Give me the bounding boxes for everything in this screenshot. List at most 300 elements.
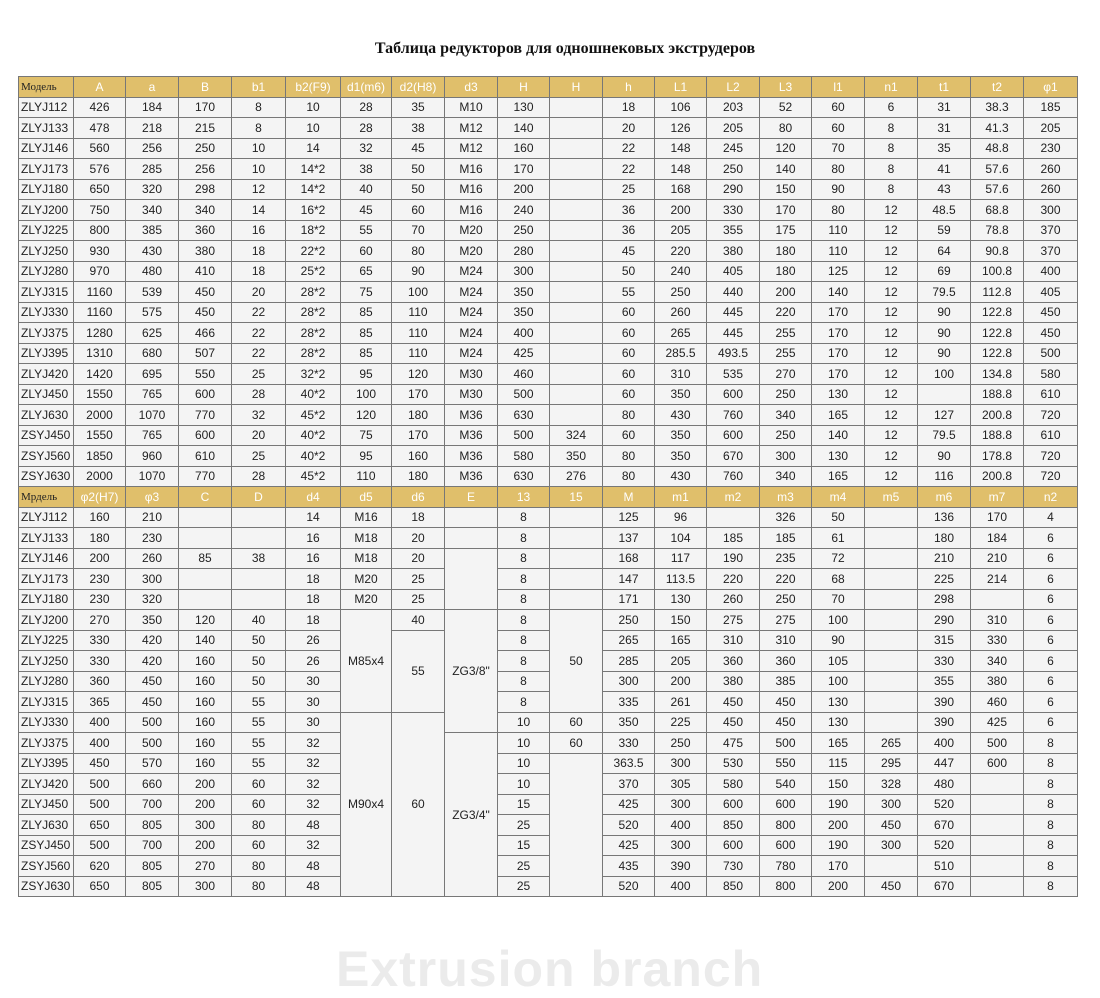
table-row	[19, 630, 1078, 651]
table-cell: 720	[1024, 405, 1078, 426]
table-cell: 90	[812, 179, 865, 200]
table-cell: 55	[603, 282, 655, 303]
table-cell: 400	[655, 815, 707, 836]
table-cell: 170	[812, 856, 865, 877]
model-cell: ZLYJ630	[19, 815, 74, 836]
table-cell: 110	[812, 220, 865, 241]
table-cell: 770	[179, 466, 232, 487]
table-cell: 12	[865, 282, 918, 303]
table-cell: 170	[971, 507, 1024, 528]
table-cell: 79.5	[918, 282, 971, 303]
table-cell: 175	[760, 220, 812, 241]
table-cell: 570	[126, 753, 179, 774]
table-cell: 300	[865, 794, 918, 815]
table-cell: 700	[126, 835, 179, 856]
table-cell: 275	[707, 610, 760, 631]
table-row	[19, 241, 1078, 262]
table-cell: 45*2	[286, 405, 341, 426]
column-header: D	[232, 487, 286, 508]
table-cell: 105	[812, 651, 865, 672]
reducer-table-details	[18, 486, 1078, 897]
table-cell: 1070	[126, 405, 179, 426]
empty-slash-cell	[550, 569, 603, 590]
table-cell: 400	[74, 733, 126, 754]
table-cell: 255	[760, 323, 812, 344]
column-header: m2	[707, 487, 760, 508]
table-cell: 8	[1024, 835, 1078, 856]
table-cell: 64	[918, 241, 971, 262]
table-cell: M16	[341, 507, 392, 528]
table-cell: 445	[707, 323, 760, 344]
table-cell: 355	[918, 671, 971, 692]
table-cell: 350	[498, 282, 550, 303]
table-cell: 200	[179, 774, 232, 795]
table-cell	[550, 753, 603, 897]
empty-slash-cell	[971, 774, 1024, 795]
table-cell: 405	[707, 261, 760, 282]
model-cell: ZLYJ450	[19, 384, 74, 405]
table-cell: 165	[812, 405, 865, 426]
model-cell: ZLYJ180	[19, 179, 74, 200]
table-cell: 460	[498, 364, 550, 385]
model-cell: ZLYJ225	[19, 220, 74, 241]
table-row	[19, 774, 1078, 795]
table-cell: 430	[126, 241, 179, 262]
table-cell: 55	[392, 630, 445, 712]
model-cell: ZLYJ173	[19, 159, 74, 180]
table-cell: 60	[812, 97, 865, 118]
table-cell: 720	[1024, 446, 1078, 467]
table-cell: 507	[179, 343, 232, 364]
table-cell: 80	[232, 856, 286, 877]
model-cell: ZLYJ200	[19, 610, 74, 631]
table-cell: 1310	[74, 343, 126, 364]
table-cell: 670	[918, 876, 971, 897]
table-cell: M12	[445, 138, 498, 159]
table-cell: 170	[392, 384, 445, 405]
column-header: l1	[812, 77, 865, 98]
table-cell: 298	[918, 589, 971, 610]
table-cell: 18	[286, 569, 341, 590]
column-header: φ3	[126, 487, 179, 508]
table-cell: 335	[603, 692, 655, 713]
table-cell: 340	[760, 466, 812, 487]
table-cell: 12	[865, 343, 918, 364]
table-cell: 450	[1024, 323, 1078, 344]
table-cell: 800	[74, 220, 126, 241]
table-row	[19, 425, 1078, 446]
table-row	[19, 97, 1078, 118]
table-cell: 90.8	[971, 241, 1024, 262]
empty-slash-cell	[550, 200, 603, 221]
table-cell: 185	[760, 528, 812, 549]
table-cell: 390	[918, 692, 971, 713]
table-cell: 520	[918, 835, 971, 856]
empty-slash-cell	[865, 569, 918, 590]
table-cell: 295	[865, 753, 918, 774]
table-cell: 90	[918, 446, 971, 467]
empty-slash-cell	[445, 507, 498, 528]
table-cell: 330	[603, 733, 655, 754]
table-cell: 230	[74, 589, 126, 610]
table-cell: 31	[918, 118, 971, 139]
empty-slash-cell	[550, 323, 603, 344]
table-cell: 214	[971, 569, 1024, 590]
table-cell: 510	[918, 856, 971, 877]
table-cell: 215	[179, 118, 232, 139]
table-cell: 6	[1024, 630, 1078, 651]
table-cell: 25	[498, 856, 550, 877]
table-row	[19, 118, 1078, 139]
table-row	[19, 384, 1078, 405]
table-cell: 450	[179, 302, 232, 323]
table-cell: 25	[498, 815, 550, 836]
table-cell: 765	[126, 425, 179, 446]
empty-slash-cell	[865, 856, 918, 877]
table-cell: 170	[498, 159, 550, 180]
empty-slash-cell	[232, 507, 286, 528]
empty-slash-cell	[179, 569, 232, 590]
table-cell: 110	[392, 323, 445, 344]
table-cell: 750	[74, 200, 126, 221]
table-cell: 22	[603, 138, 655, 159]
table-cell: 340	[126, 200, 179, 221]
table-row	[19, 692, 1078, 713]
table-cell: 390	[918, 712, 971, 733]
table-cell: 405	[1024, 282, 1078, 303]
table-cell: 460	[971, 692, 1024, 713]
table-cell: 385	[760, 671, 812, 692]
table-cell: 45	[341, 200, 392, 221]
table-cell: 180	[74, 528, 126, 549]
table-row	[19, 261, 1078, 282]
table-cell: M90x4	[341, 712, 392, 897]
column-header: t1	[918, 77, 971, 98]
table-cell: M36	[445, 446, 498, 467]
table-cell: 38.3	[971, 97, 1024, 118]
column-header: E	[445, 487, 498, 508]
table-row	[19, 200, 1078, 221]
table-cell: 315	[918, 630, 971, 651]
table-cell: 160	[179, 651, 232, 672]
table-cell: 50	[232, 651, 286, 672]
table-cell: 14	[286, 138, 341, 159]
table-cell: 450	[707, 712, 760, 733]
table-cell: 630	[498, 466, 550, 487]
table-cell: 420	[126, 630, 179, 651]
column-header: h	[603, 77, 655, 98]
table-row	[19, 610, 1078, 631]
table-cell: 450	[865, 876, 918, 897]
table-cell: 40	[232, 610, 286, 631]
table-cell: 400	[1024, 261, 1078, 282]
table-cell: 220	[707, 569, 760, 590]
column-header: m5	[865, 487, 918, 508]
table-cell: 480	[918, 774, 971, 795]
table-cell: 290	[707, 179, 760, 200]
table-cell: 260	[126, 548, 179, 569]
table-cell: 8	[498, 692, 550, 713]
table-cell: 170	[812, 323, 865, 344]
table-cell: 300	[179, 815, 232, 836]
table-cell: 540	[760, 774, 812, 795]
empty-slash-cell	[550, 138, 603, 159]
table-cell: 8	[865, 118, 918, 139]
table-cell: 14	[286, 507, 341, 528]
table-cell: 6	[1024, 610, 1078, 631]
table-cell: 425	[603, 794, 655, 815]
table-cell: 100.8	[971, 261, 1024, 282]
model-cell: ZLYJ280	[19, 671, 74, 692]
empty-slash-cell	[865, 589, 918, 610]
table-cell: 245	[707, 138, 760, 159]
table-cell: 600	[971, 753, 1024, 774]
table-cell: M85x4	[341, 610, 392, 713]
table-cell: 112.8	[971, 282, 1024, 303]
table-cell: 120	[392, 364, 445, 385]
table-cell: 850	[707, 876, 760, 897]
table-cell: M10	[445, 97, 498, 118]
table-cell: 12	[865, 241, 918, 262]
model-cell: ZSYJ560	[19, 856, 74, 877]
table-cell: 160	[498, 138, 550, 159]
table-cell: 620	[74, 856, 126, 877]
table-row	[19, 220, 1078, 241]
table-cell: 126	[655, 118, 707, 139]
table-cell: 15	[498, 794, 550, 815]
table-cell: 330	[74, 630, 126, 651]
table-cell: 18	[232, 241, 286, 262]
empty-slash-cell	[865, 651, 918, 672]
table-cell: 10	[286, 118, 341, 139]
table-cell: 100	[812, 610, 865, 631]
table-cell: 10	[498, 733, 550, 754]
table-cell: 70	[812, 138, 865, 159]
empty-slash-cell	[865, 610, 918, 631]
table-cell: 40	[392, 610, 445, 631]
table-cell: 160	[179, 671, 232, 692]
table-cell: 170	[812, 302, 865, 323]
table-cell: 22	[232, 323, 286, 344]
table-cell: 59	[918, 220, 971, 241]
table-cell: 360	[707, 651, 760, 672]
empty-slash-cell	[550, 118, 603, 139]
table-cell: 120	[341, 405, 392, 426]
model-cell: ZLYJ250	[19, 651, 74, 672]
table-cell: 580	[707, 774, 760, 795]
table-cell: 1160	[74, 302, 126, 323]
watermark: Extrusion branch	[336, 941, 764, 997]
table-row	[19, 835, 1078, 856]
table-cell: 28	[232, 384, 286, 405]
table-cell: 539	[126, 282, 179, 303]
table-cell: 250	[760, 425, 812, 446]
table-cell: 80	[812, 159, 865, 180]
table-cell: 276	[550, 466, 603, 487]
table-cell: 493.5	[707, 343, 760, 364]
table-cell: 85	[341, 302, 392, 323]
empty-slash-cell	[232, 569, 286, 590]
table-cell: 500	[126, 712, 179, 733]
table-cell: 122.8	[971, 343, 1024, 364]
model-cell: ZLYJ375	[19, 323, 74, 344]
table-cell: 850	[707, 815, 760, 836]
table-cell: 25	[603, 179, 655, 200]
table-cell: 330	[74, 651, 126, 672]
table-cell: 25	[392, 569, 445, 590]
table-cell: 520	[918, 794, 971, 815]
table-cell: 130	[655, 589, 707, 610]
table-cell: M20	[445, 220, 498, 241]
table-cell: 670	[918, 815, 971, 836]
table-cell: 328	[865, 774, 918, 795]
table-cell: 365	[74, 692, 126, 713]
empty-slash-cell	[550, 179, 603, 200]
table-cell: 184	[126, 97, 179, 118]
table-cell: 285	[126, 159, 179, 180]
table-cell: 680	[126, 343, 179, 364]
table-cell: 150	[812, 774, 865, 795]
column-header: a	[126, 77, 179, 98]
table-cell: 300	[655, 835, 707, 856]
table-cell: 32	[286, 753, 341, 774]
table-cell: 170	[812, 364, 865, 385]
table-cell: 426	[74, 97, 126, 118]
table-cell: 184	[971, 528, 1024, 549]
table-row	[19, 876, 1078, 897]
table-cell: M16	[445, 179, 498, 200]
table-cell: 90	[812, 630, 865, 651]
table-cell: 50	[392, 159, 445, 180]
table-cell: 580	[1024, 364, 1078, 385]
table-cell: 68	[812, 569, 865, 590]
empty-slash-cell	[971, 794, 1024, 815]
table-cell: 25	[232, 446, 286, 467]
table-cell: 80	[760, 118, 812, 139]
table-cell: 6	[1024, 589, 1078, 610]
table-cell: 190	[812, 794, 865, 815]
table-cell: 220	[655, 241, 707, 262]
table-cell: 255	[760, 343, 812, 364]
table-cell: 55	[232, 712, 286, 733]
column-header: C	[179, 487, 232, 508]
table-cell: 16	[232, 220, 286, 241]
column-header: d4	[286, 487, 341, 508]
table-cell: 100	[341, 384, 392, 405]
table-cell: 478	[74, 118, 126, 139]
table-cell: 60	[232, 794, 286, 815]
table-cell	[445, 548, 498, 610]
table-cell: 250	[498, 220, 550, 241]
table-cell: 300	[179, 876, 232, 897]
table-cell: 90	[918, 302, 971, 323]
table-cell: 380	[971, 671, 1024, 692]
table-cell: 8	[1024, 856, 1078, 877]
table-cell: 500	[126, 733, 179, 754]
table-row	[19, 794, 1078, 815]
table-cell: 970	[74, 261, 126, 282]
empty-slash-cell	[865, 630, 918, 651]
table-cell: 26	[286, 630, 341, 651]
table-cell: 8	[1024, 733, 1078, 754]
table-cell: 25	[232, 364, 286, 385]
table-cell: 205	[655, 220, 707, 241]
table-cell: 6	[865, 97, 918, 118]
table-cell: 445	[707, 302, 760, 323]
table-cell: 12	[865, 323, 918, 344]
model-cell: ZSYJ630	[19, 466, 74, 487]
table-cell: 340	[179, 200, 232, 221]
table-cell: 28	[341, 97, 392, 118]
empty-slash-cell	[550, 282, 603, 303]
table-cell: 326	[760, 507, 812, 528]
table-cell: 8	[498, 569, 550, 590]
table-cell: M18	[341, 548, 392, 569]
table-cell: 75	[341, 282, 392, 303]
table-row	[19, 671, 1078, 692]
table-cell: 32	[341, 138, 392, 159]
column-header: m7	[971, 487, 1024, 508]
table-cell: 100	[392, 282, 445, 303]
table-cell: 20	[232, 282, 286, 303]
table-cell: 100	[812, 671, 865, 692]
table-cell: 20	[232, 425, 286, 446]
table-cell: 300	[603, 671, 655, 692]
table-cell: 425	[498, 343, 550, 364]
table-cell: 260	[707, 589, 760, 610]
table-cell: 10	[498, 712, 550, 733]
table-cell: 450	[126, 671, 179, 692]
table-cell: 45	[392, 138, 445, 159]
model-cell: ZSYJ560	[19, 446, 74, 467]
table-cell: 110	[812, 241, 865, 262]
table-cell: 32	[286, 835, 341, 856]
table-cell: 300	[498, 261, 550, 282]
table-cell: 240	[655, 261, 707, 282]
table-cell: 270	[74, 610, 126, 631]
table-cell: 576	[74, 159, 126, 180]
table-cell: 930	[74, 241, 126, 262]
model-cell: ZLYJ315	[19, 692, 74, 713]
table-cell: 1160	[74, 282, 126, 303]
table-cell: 28	[232, 466, 286, 487]
table-cell: 16	[286, 548, 341, 569]
column-header: m4	[812, 487, 865, 508]
table-cell: 4	[1024, 507, 1078, 528]
empty-slash-cell	[550, 507, 603, 528]
empty-slash-cell	[865, 712, 918, 733]
table-cell: 57.6	[971, 159, 1024, 180]
table-row	[19, 159, 1078, 180]
table-cell: 800	[760, 815, 812, 836]
table-cell: 90	[918, 323, 971, 344]
table-cell: 6	[1024, 712, 1078, 733]
table-cell: 300	[760, 446, 812, 467]
empty-slash-cell	[550, 159, 603, 180]
table-row	[19, 815, 1078, 836]
table-cell: 200.8	[971, 405, 1024, 426]
table-cell: 90	[392, 261, 445, 282]
empty-slash-cell	[232, 528, 286, 549]
table-cell: 16*2	[286, 200, 341, 221]
table-cell: 70	[392, 220, 445, 241]
table-cell: 20	[392, 528, 445, 549]
table-cell: 6	[1024, 569, 1078, 590]
table-cell: 250	[760, 589, 812, 610]
column-header: L1	[655, 77, 707, 98]
column-header: m3	[760, 487, 812, 508]
table-cell: 14*2	[286, 179, 341, 200]
